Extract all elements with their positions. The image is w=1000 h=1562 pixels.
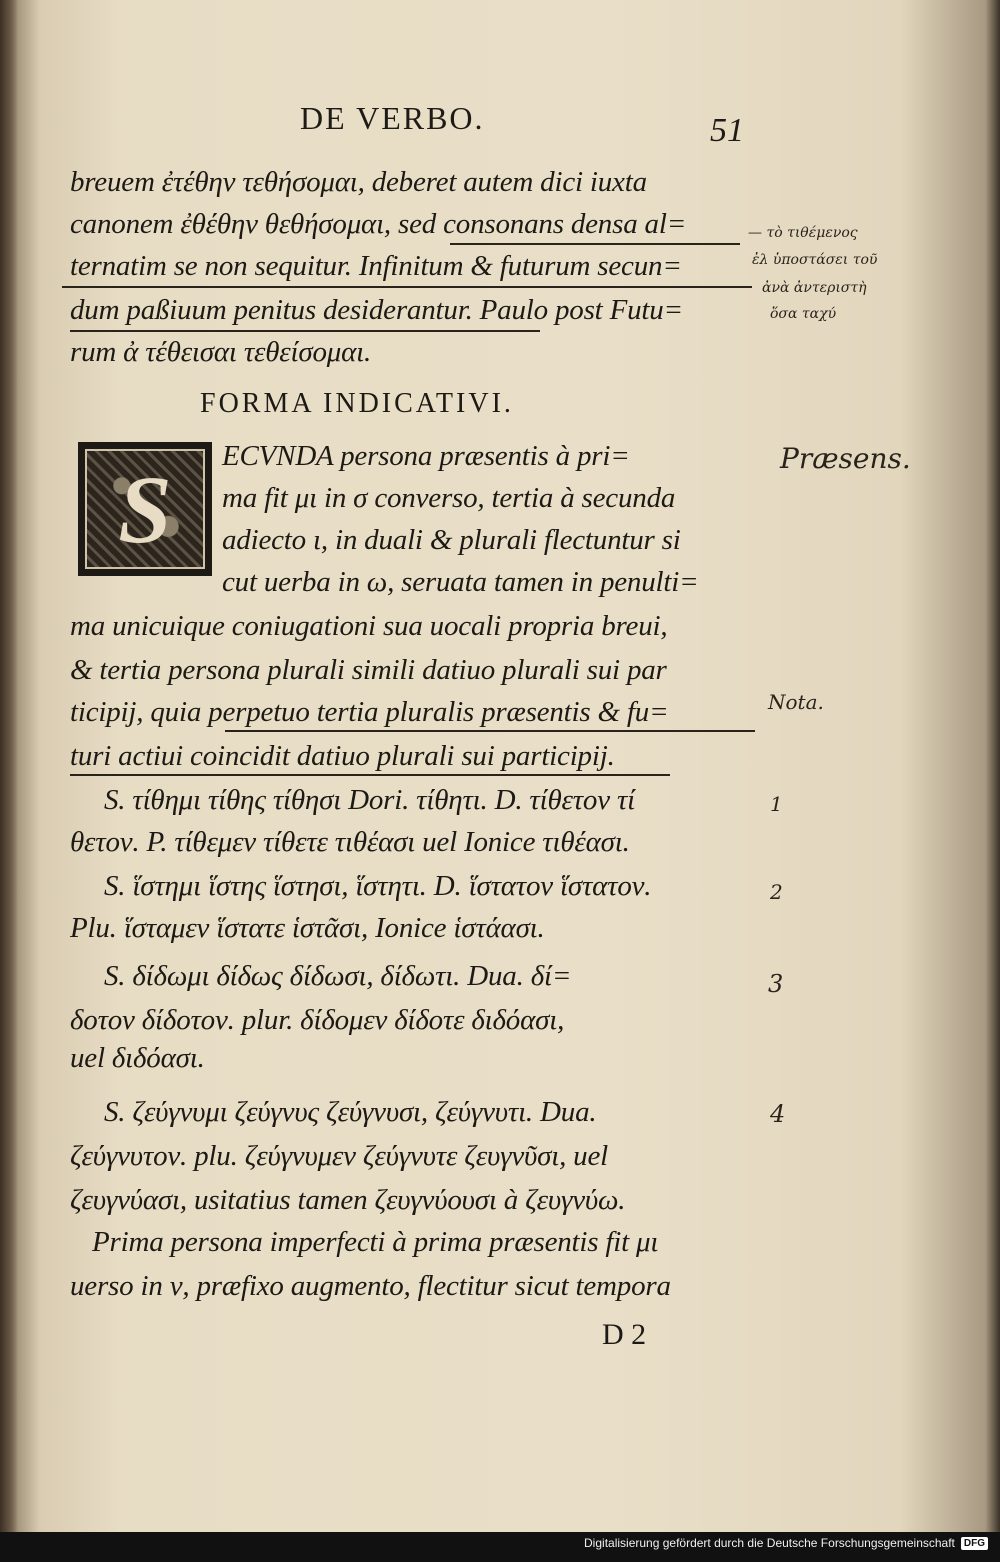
- handwritten-note: ἐλ ὑποστάσει τοῦ: [752, 252, 878, 268]
- dfg-logo-icon: DFG: [961, 1537, 988, 1550]
- text-line: turi actiui coincidit datiuo plurali sui participij.: [70, 740, 615, 772]
- text-line: canonem ἐθέθην θεθήσομαι, sed consonans densa al=: [70, 208, 687, 240]
- signature-mark: D 2: [602, 1318, 647, 1351]
- margin-number: 1: [770, 792, 783, 816]
- paradigm-line: θετον. P. τίθεμεν τίθετε τιθέασι uel Ionice τιθέασι.: [70, 826, 630, 858]
- text-line: cut uerba in ω, seruata tamen in penulti=: [222, 566, 699, 598]
- paradigm-line: uel διδόασι.: [70, 1042, 205, 1074]
- text-line: & tertia persona plurali simili datiuo plurali sui par: [70, 654, 667, 686]
- margin-number: 2: [770, 880, 783, 904]
- paradigm-line: S. ζεύγνυμι ζεύγνυς ζεύγνυσι, ζεύγνυτι. Dua.: [104, 1096, 597, 1128]
- handwritten-note: ὅσα ταχύ: [770, 306, 837, 322]
- margin-number: 3: [768, 970, 784, 998]
- text-line: dum paßiuum penitus desiderantur. Paulo post Futu=: [70, 294, 683, 326]
- paradigm-line: S. τίθημι τίθης τίθησι Dori. τίθητι. D. τίθετον τί: [104, 784, 635, 816]
- running-title: DE VERBO.: [300, 100, 485, 136]
- handwritten-underline: [450, 243, 740, 245]
- paradigm-line: δοτον δίδοτον. plur. δίδομεν δίδοτε διδόασι,: [70, 1004, 565, 1036]
- paradigm-line: ζεύγνυτον. plu. ζεύγνυμεν ζεύγνυτε ζευγνῦσι, uel: [70, 1140, 609, 1172]
- handwritten-note: — τὸ τιθέμενος: [748, 225, 858, 241]
- handwritten-underline: [62, 286, 752, 288]
- initial-letter: S: [85, 449, 205, 569]
- folio-number: 51: [710, 112, 744, 149]
- handwritten-underline: [70, 330, 540, 332]
- margin-label-praesens: Præsens.: [780, 442, 911, 475]
- margin-label-nota: Nota.: [768, 690, 824, 714]
- text-line: Prima persona imperfecti à prima præsentis fit μι: [92, 1226, 659, 1258]
- book-spine: [0, 0, 18, 1562]
- paradigm-line: S. δίδωμι δίδως δίδωσι, δίδωτι. Dua. δί=: [104, 960, 572, 992]
- text-line: uerso in ν, præfixo augmento, flectitur sicut tempora: [70, 1270, 671, 1302]
- margin-number: 4: [770, 1100, 786, 1128]
- paradigm-line: Plu. ἵσταμεν ἵστατε ἱστᾶσι, Ionice ἱστάασι.: [70, 912, 545, 944]
- paradigm-line: ζευγνύασι, usitatius tamen ζευγνύουσι à ζευγνύω.: [70, 1184, 626, 1216]
- text-line: ma fit μι in σ converso, tertia à secunda: [222, 482, 676, 514]
- text-line: rum ἀ τέθεισαι τεθείσομαι.: [70, 336, 372, 368]
- text-line: breuem ἐτέθην τεθήσομαι, deberet autem dici iuxta: [70, 166, 647, 198]
- decorated-initial: [78, 442, 212, 576]
- section-title: FORMA INDICATIVI.: [200, 388, 514, 419]
- handwritten-note: ἀνὰ ἀντεριστὴ: [762, 280, 867, 296]
- paradigm-line: S. ἵστημι ἵστης ἵστησι, ἵστητι. D. ἵστατον ἵστατον.: [104, 870, 652, 902]
- handwritten-underline: [225, 730, 755, 732]
- credit-text: Digitalisierung gefördert durch die Deutsche Forschungsgemeinschaft: [584, 1536, 955, 1550]
- text-line: ticipij, quia perpetuo tertia pluralis præsentis & fu=: [70, 696, 669, 728]
- text-line: ma unicuique coniugationi sua uocali propria breui,: [70, 610, 668, 642]
- footer-credit: [584, 1536, 988, 1550]
- text-line: adiecto ι, in duali & plurali flectuntur si: [222, 524, 681, 556]
- text-line: ECVNDA persona præsentis à pri=: [222, 440, 630, 472]
- handwritten-underline: [70, 774, 670, 776]
- text-line: ternatim se non sequitur. Infinitum & futurum secun=: [70, 250, 682, 282]
